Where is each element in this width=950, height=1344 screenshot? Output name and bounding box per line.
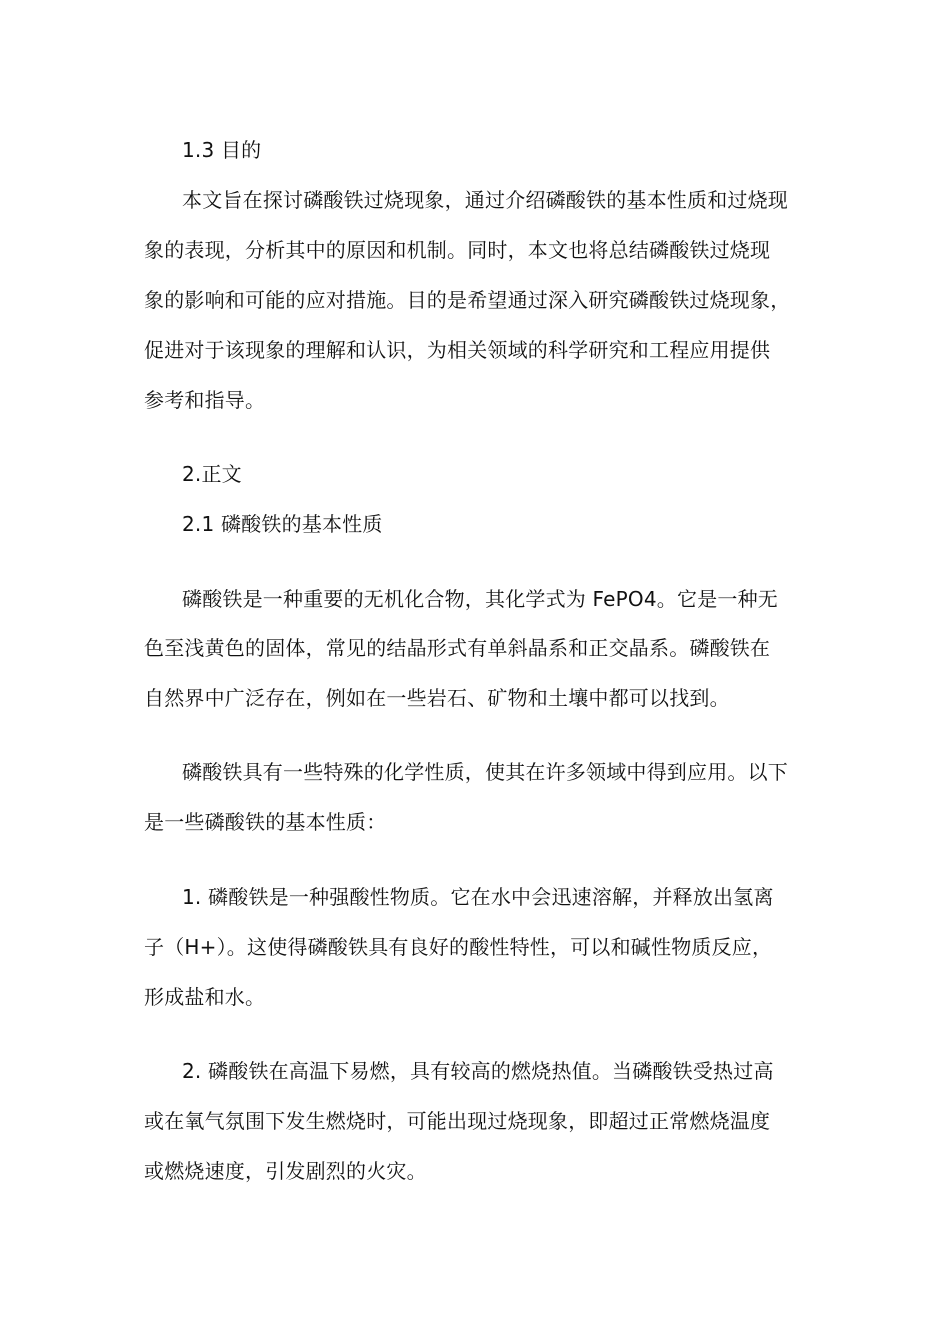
section-1-3-paragraph-line: 参考和指导。 (144, 388, 266, 412)
list-item-1-line: 子（H+）。这使得磷酸铁具有良好的酸性特性，可以和碱性物质反应， (144, 935, 773, 959)
list-item-2-line: 2. 磷酸铁在高温下易燃，具有较高的燃烧热值。当磷酸铁受热过高 (182, 1059, 774, 1083)
section-2-1-paragraph2-line: 是一些磷酸铁的基本性质： (144, 810, 387, 834)
section-2-1-paragraph1-line: 磷酸铁是一种重要的无机化合物，其化学式为 FePO4。它是一种无 (182, 587, 778, 611)
section-2-1-paragraph2-line: 磷酸铁具有一些特殊的化学性质，使其在许多领域中得到应用。以下 (182, 760, 788, 784)
section-2-heading: 2.正文 (182, 462, 242, 486)
list-item-2-line: 或燃烧速度，引发剧烈的火灾。 (144, 1159, 427, 1183)
list-item-1-line: 1. 磷酸铁是一种强酸性物质。它在水中会迅速溶解，并释放出氢离 (182, 885, 774, 909)
list-item-2-line: 或在氧气氛围下发生燃烧时，可能出现过烧现象，即超过正常燃烧温度 (144, 1109, 771, 1133)
section-1-3-paragraph-line: 促进对于该现象的理解和认识，为相关领域的科学研究和工程应用提供 (144, 338, 771, 362)
section-2-1-paragraph1-line: 自然界中广泛存在，例如在一些岩石、矿物和土壤中都可以找到。 (144, 686, 730, 710)
section-2-1-subheading: 2.1 磷酸铁的基本性质 (182, 512, 383, 536)
section-2-1-paragraph1-line: 色至浅黄色的固体，常见的结晶形式有单斜晶系和正交晶系。磷酸铁在 (144, 636, 771, 660)
section-1-3-heading: 1.3 目的 (182, 138, 262, 162)
section-1-3-paragraph-line: 本文旨在探讨磷酸铁过烧现象，通过介绍磷酸铁的基本性质和过烧现 (182, 188, 788, 212)
section-1-3-paragraph-line: 象的表现，分析其中的原因和机制。同时，本文也将总结磷酸铁过烧现 (144, 238, 771, 262)
list-item-1-line: 形成盐和水。 (144, 985, 266, 1009)
section-1-3-paragraph-line: 象的影响和可能的应对措施。目的是希望通过深入研究磷酸铁过烧现象， (144, 288, 791, 312)
